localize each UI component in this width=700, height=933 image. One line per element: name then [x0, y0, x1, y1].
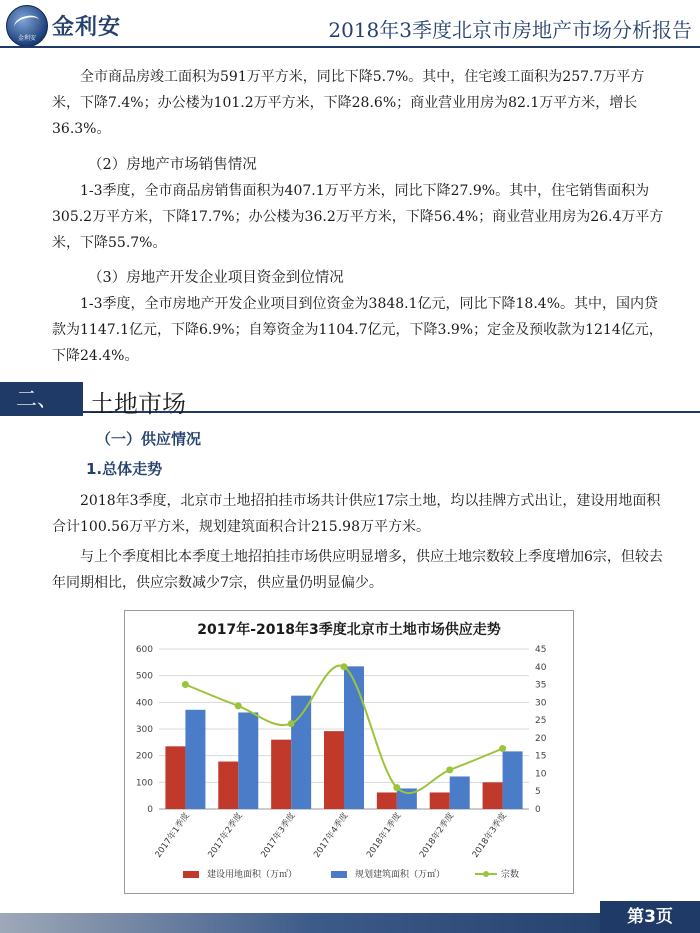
x-tick-label: 2018年1季度 — [364, 810, 404, 860]
line-point — [341, 663, 348, 670]
header-divider — [0, 46, 700, 48]
x-tick-label: 2017年2季度 — [206, 810, 245, 860]
legend-label: 建设用地面积（万㎡） — [207, 870, 298, 880]
report-title: 2018年3季度北京市房地产市场分析报告 — [328, 18, 692, 42]
y-tick-left: 400 — [135, 698, 153, 709]
brand-name: 金利安 — [52, 15, 122, 40]
x-tick-label: 2018年3季度 — [470, 810, 510, 860]
bar — [238, 712, 258, 809]
bar — [450, 776, 470, 809]
supply-paragraph: 2018年3季度，北京市土地招拍挂市场共计供应17宗土地，均以挂牌方式出让，建设用地面积合计100.56万平方米，规划建筑面积合计215.98万平方米。 — [52, 493, 661, 535]
line-point — [288, 720, 295, 727]
y-tick-right: 30 — [535, 698, 547, 709]
y-tick-right: 0 — [535, 805, 541, 815]
y-tick-left: 500 — [135, 671, 153, 682]
y-tick-left: 0 — [147, 805, 153, 815]
legend-swatch — [483, 871, 489, 877]
legend-label: 宗数 — [501, 870, 520, 880]
section-number: 二、 — [0, 382, 83, 416]
bar — [430, 792, 450, 809]
bar — [377, 792, 397, 809]
completion-paragraph: 全市商品房竣工面积为591万平方米，同比下降5.7%。其中，住宅竣工面积为257.7万平方米，下降7.4%；办公楼为101.2万平方米，下降28.6%；商业营业用房为82.1万平方米，增长36.3%。 — [52, 69, 645, 137]
comparison-paragraph: 与上个季度相比本季度土地招拍挂市场供应明显增多，供应土地宗数较上季度增加6宗，但较去年同期相比，供应宗数减少7宗，供应量仍明显偏少。 — [52, 549, 663, 591]
y-tick-left: 300 — [135, 725, 153, 735]
chart-plot — [125, 611, 573, 893]
line-point — [393, 784, 400, 791]
bar — [324, 731, 344, 809]
legend-swatch — [331, 871, 347, 878]
bar — [218, 762, 238, 809]
y-tick-left: 200 — [135, 751, 153, 762]
section-title: 土地市场 — [90, 390, 186, 418]
y-tick-right: 35 — [535, 680, 547, 691]
bar — [165, 746, 185, 809]
company-logo: 金利安 — [6, 5, 48, 47]
bar — [291, 696, 311, 809]
page-number: 第3页 — [600, 901, 700, 933]
x-tick-label: 2017年1季度 — [153, 810, 192, 860]
legend-label: 规划建筑面积（万㎡） — [355, 870, 446, 880]
line-point — [182, 681, 189, 688]
y-tick-right: 5 — [535, 787, 541, 798]
x-tick-label: 2018年2季度 — [417, 810, 457, 860]
y-tick-right: 20 — [535, 733, 547, 744]
footer-bar — [0, 913, 700, 933]
sales-paragraph: 1-3季度，全市商品房销售面积为407.1万平方米，同比下降27.9%。其中，住宅销售面积为305.2万平方米，下降17.7%；办公楼为36.2万平方米，下降56.4%；商业营业用房为26.4万平方米，下降55.7%。 — [52, 183, 664, 251]
x-tick-label: 2017年4季度 — [312, 810, 351, 860]
bar — [344, 666, 364, 809]
y-tick-right: 40 — [535, 662, 547, 673]
line-point — [235, 702, 242, 709]
legend-swatch — [183, 871, 199, 878]
line-point — [499, 745, 506, 752]
land-supply-chart — [124, 610, 574, 894]
bar — [271, 740, 291, 809]
x-tick-label: 2017年3季度 — [259, 810, 298, 860]
supply-heading: （一）供应情况 — [96, 430, 202, 448]
trend-heading: 1.总体走势 — [86, 460, 163, 478]
y-tick-left: 600 — [135, 645, 153, 655]
y-tick-right: 10 — [535, 769, 547, 780]
bar — [503, 751, 523, 809]
funds-paragraph: 1-3季度，全市房地产开发企业项目到位资金为3848.1亿元，同比下降18.4%。其中，国内贷款为1147.1亿元，下降6.9%；自筹资金为1104.7亿元，下降3.9%；定金及预收款为1214亿元，下降24.4%。 — [52, 296, 663, 364]
page-header — [0, 0, 700, 50]
sales-heading: （2）房地产市场销售情况 — [88, 157, 257, 173]
bar — [185, 710, 205, 809]
y-tick-right: 15 — [535, 751, 547, 762]
y-tick-left: 100 — [135, 778, 153, 789]
y-tick-right: 25 — [535, 716, 547, 727]
line-point — [446, 766, 453, 773]
funds-heading: （3）房地产开发企业项目资金到位情况 — [88, 270, 344, 286]
y-tick-right: 45 — [535, 645, 547, 655]
chart-title: 2017年-2018年3季度北京市土地市场供应走势 — [197, 622, 501, 638]
bar — [483, 782, 503, 809]
